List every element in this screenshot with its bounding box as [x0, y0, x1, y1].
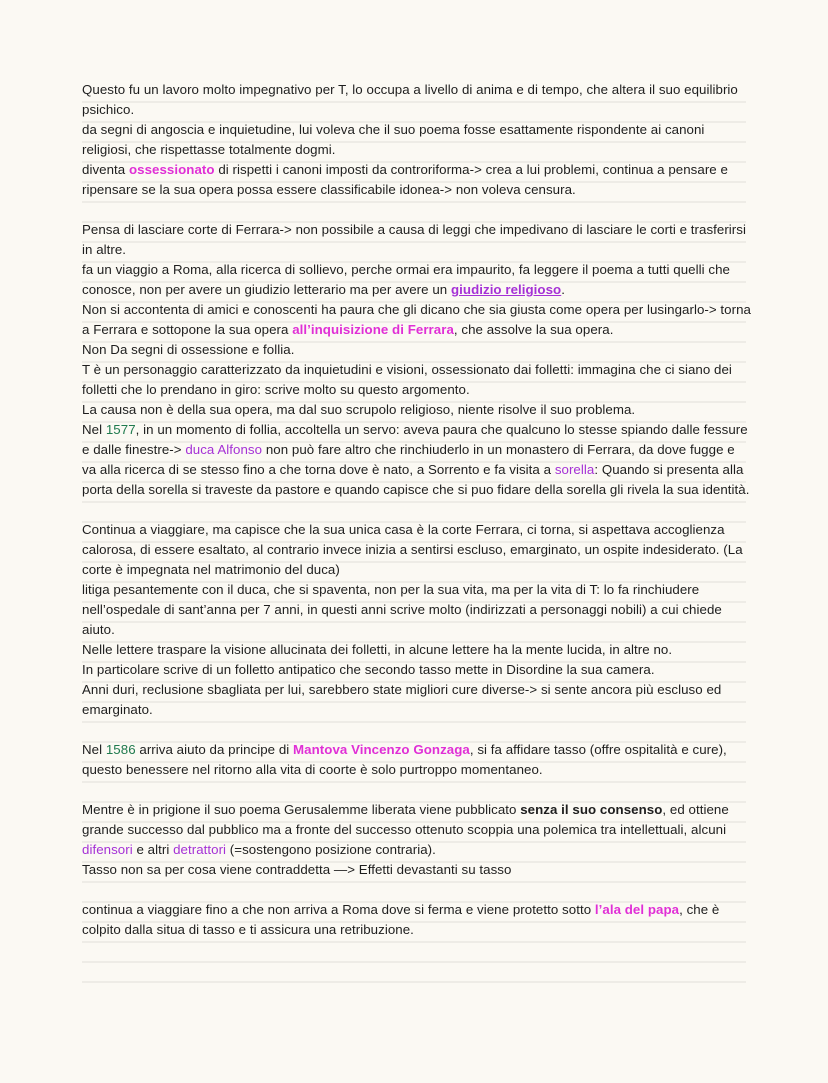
text-line: Nelle lettere traspare la visione allucinata dei folletti, in alcune lettere ha la mente lucida, in altre no. [82, 642, 673, 657]
text-fragment: non può fare altro che rinchiuderlo in un monastero di Ferrara, da dove fugge e va alla ricerca di se stesso fino a che torna dove è nato, a Sorrento e fa visita a [82, 442, 735, 477]
text-fragment: di rispetti i canoni imposti da controriforma-> crea a lui problemi, continua a pensare e ripensare se la sua opera possa essere classificabile idonea-> non voleva censura. [82, 162, 728, 197]
text-line: T è un personaggio caratterizzato da inquietudini e visioni, ossessionato dai folletti: immagina che ci siano dei folletti che lo prendano in giro: scrive molto su questo argomento. [82, 362, 732, 397]
highlight-giudizio-religioso: giudizio religioso [450, 282, 562, 297]
notes-text [82, 80, 752, 940]
text-line: Pensa di lasciare corte di Ferrara-> non possibile a causa di leggi che impedivano di lasciare le corti e trasferirsi in altre. [82, 222, 746, 257]
highlight-detrattori: detrattori [173, 842, 227, 857]
text-fragment: diventa [82, 162, 129, 177]
text-fragment: , ed ottiene grande successo dal pubblico ma a fronte del successo ottenuto scoppia una polemica tra intellettuali, alcuni [82, 802, 729, 837]
text-line: Non Da segni di ossessione e follia. [82, 342, 295, 357]
highlight-sorella: sorella [554, 462, 595, 477]
text-fragment: : Quando si presenta alla porta della sorella si traveste da pastore e quando capisce che si puo fidare della sorella gli rivela la sua identità. [82, 462, 750, 497]
text-line: Anni duri, reclusione sbagliata per lui, sarebbero state migliori cure diverse-> si sente ancora più escluso ed emarginato. [82, 682, 722, 717]
text-fragment: fa un viaggio a Roma, alla ricerca di sollievo, perche ormai era impaurito, fa leggere il poema a tutti quelli che conosce, non per avere un giudizio letterario ma per avere un [82, 262, 730, 297]
text-fragment: , che è colpito dalla situa di tasso e ti assicura una retribuzione. [82, 902, 720, 937]
text-line: In particolare scrive di un folletto antipatico che secondo tasso mette in Disordine la sua camera. [82, 662, 655, 677]
highlight-difensori: difensori [82, 842, 133, 857]
text-fragment: e altri [132, 842, 174, 857]
text-line: da segni di angoscia e inquietudine, lui voleva che il suo poema fosse esattamente rispondente ai canoni religiosi, che rispettasse totalmente dogmi. [82, 122, 705, 157]
text-line: La causa non è della sua opera, ma dal suo scrupolo religioso, niente risolve il suo problema. [82, 402, 636, 417]
text-line: Continua a viaggiare, ma capisce che la sua unica casa è la corte Ferrara, ci torna, si aspettava accoglienza calorosa, di essere esaltato, al contrario invece inizia a sentirsi escluso, emarginato, un ospite indesiderato. (La corte è impegnata nel matrimonio del duca) [82, 522, 743, 577]
paragraph-5 [82, 800, 752, 880]
text-line: Questo fu un lavoro molto impegnativo per T, lo occupa a livello di anima e di tempo, che altera il suo equilibrio psichico. [82, 82, 738, 117]
text-fragment: Non si accontenta di amici e conoscenti ha paura che gli dicano che sia giusta come opera per lusingarlo-> torna a Ferrara e sottopone la sua opera [82, 302, 751, 337]
year-1577: 1577 [105, 422, 136, 437]
text-fragment: , in un momento di follia, accoltella un servo: aveva paura che qualcuno lo stesse spiando dalle fessure e dalle finestre-> [82, 422, 748, 457]
text-fragment: . [561, 282, 565, 297]
paragraph-4 [82, 740, 752, 780]
text-fragment: Nel [82, 742, 106, 757]
paragraph-2 [82, 220, 752, 500]
text-fragment: Mentre è in prigione il suo poema Gerusalemme liberata viene pubblicato [82, 802, 521, 817]
paragraph-1 [82, 80, 752, 200]
text-line: Tasso non sa per cosa viene contraddetta —> Effetti devastanti su tasso [82, 862, 512, 877]
text-fragment: , che assolve la sua opera. [453, 322, 614, 337]
paragraph-3 [82, 520, 752, 720]
text-fragment: , si fa affidare tasso (offre ospitalità e cure), questo benessere nel ritorno alla vita di coorte è solo purtroppo momentaneo. [82, 742, 727, 777]
highlight-vincenzo-gonzaga: Mantova Vincenzo Gonzaga [293, 742, 470, 757]
highlight-ala-del-papa: l’ala del papa [594, 902, 680, 917]
highlight-ossessionato: ossessionato [128, 162, 215, 177]
text-fragment: continua a viaggiare fino a che non arriva a Roma dove si ferma e viene protetto sotto [82, 902, 595, 917]
text-fragment: arriva aiuto da principe di [135, 742, 294, 757]
text-fragment: (=sostengono posizione contraria). [226, 842, 436, 857]
year-1586: 1586 [105, 742, 136, 757]
highlight-duca-alfonso: duca Alfonso [185, 442, 263, 457]
text-line: litiga pesantemente con il duca, che si spaventa, non per la sua vita, ma per la vita di T: lo fa rinchiudere nell’ospedale di sant’anna per 7 anni, in questi anni scrive molto (indirizzati a personaggi nobili) a cui chiede aiuto. [82, 582, 722, 637]
paragraph-6 [82, 900, 752, 940]
text-fragment: Nel [82, 422, 106, 437]
bold-senza-consenso: senza il suo consenso [520, 802, 663, 817]
highlight-inquisizione: all’inquisizione di Ferrara [292, 322, 454, 337]
